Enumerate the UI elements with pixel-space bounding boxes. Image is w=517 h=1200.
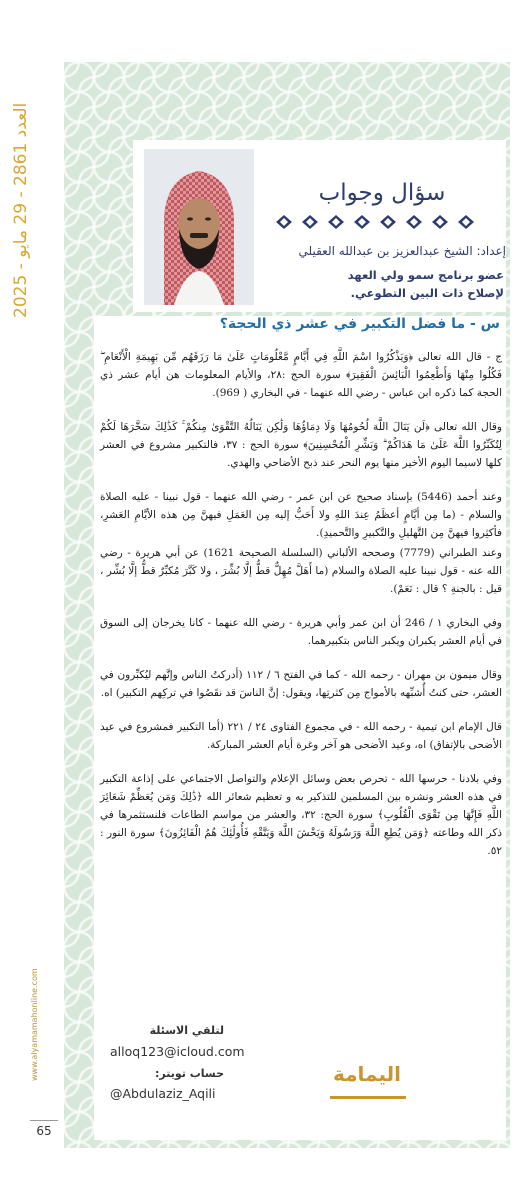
answer-paragraph: ج - قال الله تعالى ﴿وَيَذْكُرُوا اسْمَ اللَّهِ فِي أَيَّامٍ مَّعْلُومَاتٍ عَلَىٰ مَا رَزَقَهُم مِّن بَهِيمَةِ الْأَنْعَامِ ۖ فَكُلُوا مِنْهَا وَأَطْعِمُوا الْبَائِسَ الْفَقِيرَ﴾ سورة الحج :٢٨، والأيام المعلومات هن أيام عشر ذي الحجة كما ذكره ابن عباس - رضي الله عنهما - في البخاري ( 969). [100, 351, 502, 399]
questions-label: لتلقي الاسئلة [149, 1024, 224, 1037]
answer-paragraph: وفي البخاري ١ / 246 أن ابن عمر وأبي هريرة - رضي الله عنهما - كانا يخرجان إلى السوق في أيام العشر يكبران ويكبر الناس بتكبيرهما. [100, 617, 503, 647]
website-url[interactable]: www.alyamamahonline.com [30, 968, 39, 1082]
answer-paragraph: وفي بلادنا - حرسها الله - تحرص بعض وسائل الإعلام والتواصل الاجتماعي على إذاعة التكبير في هذه العشر ونشره بين المسلمين للتذكير به و تعظيم شعائر الله ﴿ذَٰلِكَ وَمَن يُعَظِّمْ شَعَائِرَ اللَّهِ فَإِنَّهَا مِن تَقْوَى الْقُلُوبِ﴾ سورة الحج: ٣٢، والعشر من مواسم الطاعات فلنستثمرها في ذكر الله وطاعته ﴿وَمَن يُطِعِ اللَّهَ وَرَسُولَهُ وَيَخْشَ اللَّهَ وَيَتَّقْهِ فَأُولَٰئِكَ هُمُ الْفَائِزُونَ﴾ سورة النور : ٥٢. [100, 773, 502, 857]
page-number-divider [30, 1120, 58, 1121]
answer-paragraph: وعند أحمد (5446) بإسناد صحيح عن ابن عمر - رضي الله عنهما - قول نبينا - عليه الصلاة والسلام - (ما مِن أيَّامٍ أعظَمُ عِندَ اللهِ ولا أَحَبُّ إليه مِن العَمَلِ فيهنَّ مِن هذه الأيَّامِ العَشرِ، فأكثِروا فيهنَّ مِن التَّهليلِ والتَّكبيرِ والتَّحميدِ). [100, 491, 503, 539]
twitter-label: حساب تويتر: [154, 1067, 224, 1080]
title-diamond-ornament [268, 212, 498, 232]
author-role-line-2: لإصلاح ذات البين التطوعي. [350, 286, 504, 300]
twitter-handle-link[interactable]: @Abdulaziz_Aqili [110, 1086, 216, 1101]
answer-paragraph: قال الإمام ابن تيمية - رحمه الله - في مجموع الفتاوى ٢٤ / ٢٢١ (أما التكبير فمشروع في عيد الأضحى بالإتفاق) اه، وعيد الأضحى هو آخر وغرة أيام العشر المباركة. [100, 721, 502, 751]
logo-underline [330, 1096, 406, 1099]
author-role [258, 266, 504, 302]
portrait-illustration [144, 149, 254, 305]
page-number: 65 [36, 1124, 52, 1138]
author-name: إعداد: الشيخ عبدالعزيز بن عبدالله العقيلي [298, 244, 506, 258]
answer-body [100, 348, 502, 876]
answer-paragraph: وقال الله تعالى ﴿لَن يَنَالَ اللَّهَ لُحُومُهَا وَلَا دِمَاؤُهَا وَلَٰكِن يَنَالُهُ التَّقْوَىٰ مِنكُمْ ۚ كَذَٰلِكَ سَخَّرَهَا لَكُمْ لِتُكَبِّرُوا اللَّهَ عَلَىٰ مَا هَدَاكُمْ ۗ وَبَشِّرِ الْمُحْسِنِينَ﴾ سورة الحج : ٣٧، فالتكبير مشروع في العشر كلها لاسيما اليوم الأخير منها يوم النحر عند ذبح الأضاحي والهدي. [100, 421, 502, 469]
author-portrait-image [144, 149, 254, 305]
contact-email-link[interactable]: alloq123@icloud.com [110, 1044, 245, 1059]
column-title: سؤال وجواب [318, 180, 446, 206]
answer-paragraph: وقال ميمون بن مهران - رحمه الله - كما في الفتح ٦ / ١١٢ (أدركتُ الناس وإنَّهم ليُكبِّرون في العشر، حتى كنتُ أُشبِّهه بالأمواج مِن كثرتِها، ويقول: إنَّ الناسَ قد نقَصُوا في تركِهم التكبير) اه. [100, 669, 502, 699]
answer-paragraph: وعند الطبراني (7779) وصححه الألباني (السلسلة الصحيحة 1621) عن أبي هريرة - رضي الله عنه - قول نبينا عليه الصلاة والسلام (ما أَهَلَّ مُهِلٌّ قطُّ إلَّا بُشِّرَ ، ولا كَبَّرَ مُكبِّرٌ قطُّ إلَّا بُشِّر ، قيل : بالجنةِ ؟ قال : نَعَمْ). [100, 547, 502, 595]
issue-date-line: العدد 2861 - 29 مايو - 2025 [11, 102, 31, 318]
author-role-line-1: عضو برنامج سمو ولي العهد [347, 268, 504, 282]
question-heading: س - ما فضل التكبير في عشر ذي الحجة؟ [219, 316, 500, 332]
magazine-logo: اليمامة [333, 1062, 401, 1086]
